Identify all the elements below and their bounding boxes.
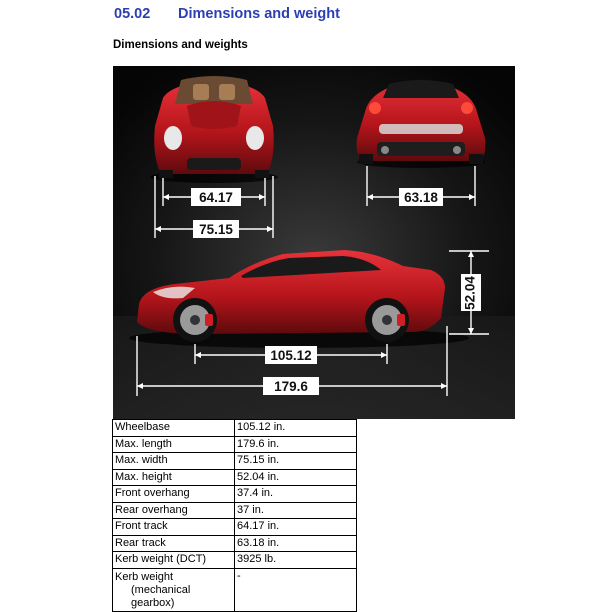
spec-value: 179.6 in.: [235, 436, 357, 453]
spec-label: Rear overhang: [113, 502, 235, 519]
front-track-label: 64.17: [199, 190, 233, 205]
front-view-car: [150, 76, 278, 183]
spec-value: 3925 lb.: [235, 552, 357, 569]
spec-value: 75.15 in.: [235, 453, 357, 470]
spec-label: Max. length: [113, 436, 235, 453]
spec-label: Rear track: [113, 535, 235, 552]
table-row: [113, 436, 357, 453]
table-row: [113, 535, 357, 552]
spec-label-line: Kerb weight: [115, 570, 174, 583]
spec-label: Front track: [113, 519, 235, 536]
spec-label-multiline: [113, 568, 235, 611]
section-number: 05.02: [114, 6, 151, 22]
spec-label: Kerb weight (DCT): [113, 552, 235, 569]
max-height-label: 52.04: [462, 276, 478, 310]
spec-label-line: (mechanical: [131, 583, 191, 596]
section-title: Dimensions and weight: [178, 6, 340, 22]
table-row: [113, 453, 357, 470]
car-dimensions-illustration: [113, 66, 515, 419]
spec-label: Max. height: [113, 469, 235, 486]
spec-value: 64.17 in.: [235, 519, 357, 536]
table-row: [113, 469, 357, 486]
rear-track-label: 63.18: [404, 190, 438, 205]
max-length-label: 179.6: [274, 379, 308, 394]
spec-value: 63.18 in.: [235, 535, 357, 552]
spec-value: 52.04 in.: [235, 469, 357, 486]
table-row: [113, 420, 357, 437]
spec-value: -: [235, 568, 357, 611]
spec-value: 37.4 in.: [235, 486, 357, 503]
spec-label: Max. width: [113, 453, 235, 470]
wheelbase-label: 105.12: [270, 348, 312, 363]
section-heading: [114, 6, 534, 26]
table-row: [113, 502, 357, 519]
spec-value: 37 in.: [235, 502, 357, 519]
spec-value: 105.12 in.: [235, 420, 357, 437]
table-row: [113, 568, 357, 611]
max-width-label: 75.15: [199, 222, 233, 237]
car-dimensions-photo: [113, 66, 515, 419]
spec-label-line: gearbox): [131, 596, 175, 609]
subsection-title: Dimensions and weights: [113, 39, 248, 51]
spec-label: Front overhang: [113, 486, 235, 503]
table-row: [113, 486, 357, 503]
spec-label: Wheelbase: [113, 420, 235, 437]
specifications-table: [112, 419, 357, 612]
table-row: [113, 519, 357, 536]
table-row: [113, 552, 357, 569]
